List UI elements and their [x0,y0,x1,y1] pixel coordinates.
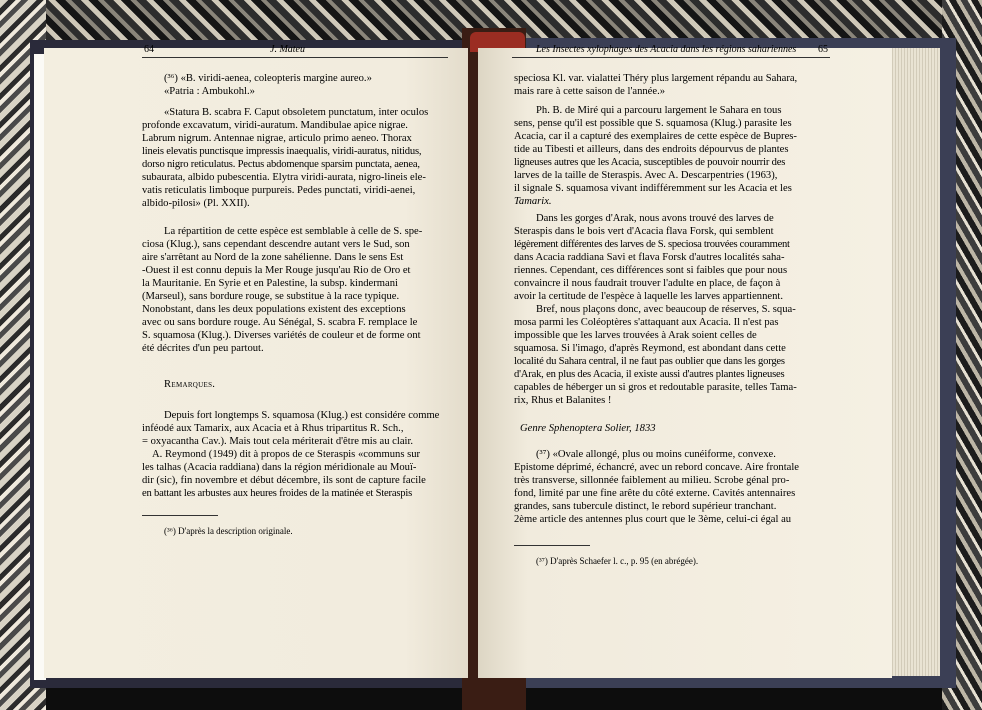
text-line: ciosa (Klug.), sans cependant descendre autant vers le Sud, son [142,239,410,250]
text-line: A. Reymond (1949) dit à propos de ce Steraspis «communs sur [152,449,421,460]
text-line: 2ème article des antennes plus court que le 3ème, celui-ci égal au [514,514,792,525]
text-line: riennes. Cependant, ces différences sont si faibles que pour nous [514,265,788,276]
text-line: «Statura B. scabra F. Caput obsoletem punctatum, inter oculos [164,107,429,118]
text-line: (³⁶) «B. viridi-aenea, coleopteris margine aureo.» [164,73,372,84]
right-header-rule [512,57,830,58]
genus-heading: Genre Sphenoptera Solier, 1833 [520,423,656,434]
text-line: albido-pilosi» (Pl. XXII). [142,198,250,209]
text-line: Nonobstant, dans les deux populations existent des exceptions [142,304,406,315]
text-line: Ph. B. de Miré qui a parcouru largement le Sahara en tous [536,105,782,116]
text-line: dorso nigro reticulatus. Pectus abdomenque sparsim punctata, aenea, [142,159,420,170]
text-line: La répartition de cette espèce est semblable à celle de S. spe- [164,226,423,237]
text-line: été décrites d'un peu partout. [142,343,264,354]
text-line: = oxyacantha Cav.). Mais tout cela mériterait d'être mis au clair. [142,436,414,447]
text-line: squamosa. Si l'imago, d'après Reymond, est abondant dans cette [514,343,786,354]
text-line: lineis elevatis punctisque impressis inaequalis, viridi-auratus, nitidus, [142,146,422,157]
left-page-number: 64 [144,44,154,55]
text-line: d'Arak, en plus des Acacia, il existe aussi d'autres plantes ligneuses [514,369,785,380]
left-running-head: J. Mateu [270,44,305,55]
text-line: speciosa Kl. var. vialattei Théry plus largement répandu au Sahara, [514,73,798,84]
left-footnote-rule [142,515,218,516]
right-running-head: Les Insectes xylophages des Acacia dans les régions sahariennes [536,44,797,55]
left-header-rule [142,57,448,58]
text-line: légèrement différentes des larves de S. speciosa trouvées couramment [514,239,790,250]
text-line: sens, pense qu'il est possible que S. squamosa (Klug.) parasite les [514,118,792,129]
text-line: S. squamosa (Klug.). Diverses variétés de couleur et de forme ont [142,330,421,341]
text-line: Dans les gorges d'Arak, nous avons trouvé des larves de [536,213,774,224]
text-line: dir (sic), fin novembre et début décembre, ils sont de capture facile [142,475,426,486]
text-line: (Marseul), sans bordure rouge, se substitue à la race typique. [142,291,400,302]
text-line: profonde excavatum, viridi-auratum. Mandibulae apice nigrae. [142,120,408,131]
page-edges [890,48,940,676]
text-line: grandes, sans tubercule distinct, le rebord supérieur tranchant. [514,501,777,512]
text-line: les talhas (Acacia raddiana) dans la région méridionale au Mouï- [142,462,417,473]
text-line: avec ou sans bordure rouge. Au Sénégal, S. scabra F. remplace le [142,317,418,328]
text-line: ligneuses autres que les Acacia, susceptibles de pouvoir nourrir des [514,157,786,168]
text-line: la Mauritanie. En Syrie et en Palestine, la subsp. kindermani [142,278,398,289]
text-line: mais rare à cette saison de l'année.» [514,86,666,97]
text-line: Depuis fort longtemps S. squamosa (Klug.) est considére comme [164,410,440,421]
text-line: Acacia, car il a capturé des exemplaires de cette espèce de Bupres- [514,131,797,142]
text-line: tide au Tibesti et ailleurs, dans des endroits dépourvus de plantes [514,144,789,155]
text-line: subaurata, albido pubescentia. Elytra viridi-aurata, nigro-lineis ele- [142,172,426,183]
text-line: en battant les arbustes aux heures froides de la matinée et Steraspis [142,488,413,499]
text-line: avoir la certitude de l'espèce à laquelle les larves appartiennent. [514,291,783,302]
text-line: impossible que les larves trouvées à Arak soient celles de [514,330,757,341]
text-line: mosa parmi les Coléoptères s'attaquant aux Acacia. Il n'est pas [514,317,779,328]
text-line: capables de héberger un si gros et redoutable parasite, telles Tama- [514,382,797,393]
text-line: Epistome déprimé, échancré, avec un rebord concave. Aire frontale [514,462,800,473]
text-line: convaincre il nous faudrait trouver l'adulte en place, de façon à [514,278,781,289]
text-line: larves de la taille de Steraspis. Avec A. Descarpentries (1963), [514,170,778,181]
right-footnote: (³⁷) D'après Schaefer l. c., p. 95 (en abrégée). [536,556,699,566]
text-line: -Ouest il est connu depuis la Mer Rouge jusqu'au Rio de Oro et [142,265,411,276]
text-line: Tamarix. [514,196,552,207]
text-line: dans Acacia raddiana Savi et flava Forsk d'autres localités saha- [514,252,785,263]
text-line: il signale S. squamosa vivant indifféremment sur les Acacia et les [514,183,792,194]
text-line: Bref, nous plaçons donc, avec beaucoup de réserves, S. squa- [536,304,796,315]
text-line: inféodé aux Tamarix, aux Acacia et à Rhus tripartitus R. Sch., [142,423,404,434]
text-line: (³⁷) «Ovale allongé, plus ou moins cunéiforme, convexe. [536,449,776,460]
text-line: Labrum nigrum. Antennae nigrae, articulo primo aeneo. Thorax [142,133,412,144]
text-line: «Patria : Ambukohl.» [164,86,255,97]
text-line: localité du Sahara central, il ne faut pas oublier que dans les gorges [514,356,785,367]
text-line: rix, Rhus et Balanites ! [514,395,612,406]
right-footnote-rule [514,545,590,546]
text-line: aire s'arrêtant au Nord de la zone sahélienne. Dans le sens Est [142,252,404,263]
text-line: très transverse, sillonnée faiblement au milieu. Scrobe génal pro- [514,475,790,486]
right-page-number: 65 [818,44,828,55]
text-line: vatis reticulatis limboque purpureis. Pedes punctati, viridi-aenei, [142,185,416,196]
section-heading: Remarques. [164,379,216,390]
left-footnote: (³⁶) D'après la description originale. [164,526,293,536]
text-line: fond, limité par une fine arête du côté externe. Cavités antennaires [514,488,796,499]
text-line: Steraspis dans le bois vert d'Acacia flava Forsk, qui semblent [514,226,774,237]
